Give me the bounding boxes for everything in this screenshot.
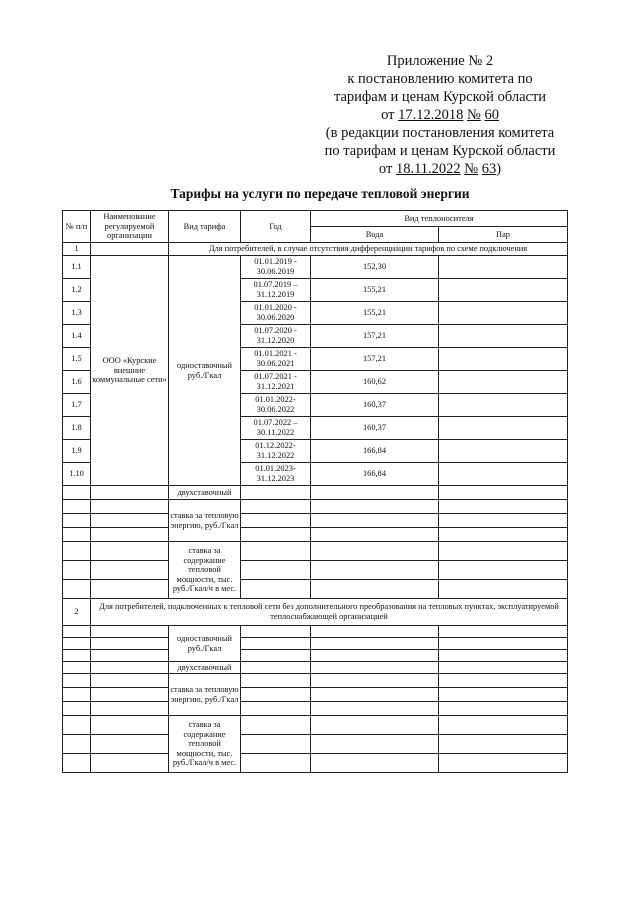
row-num: 1.4 [63, 325, 91, 348]
empty-cell [63, 561, 91, 580]
appendix-prefix: от [378, 161, 393, 177]
empty-cell [439, 735, 568, 754]
row-num: 1.7 [63, 394, 91, 417]
empty-cell [311, 561, 439, 580]
empty-cell [241, 735, 311, 754]
empty-cell [63, 735, 91, 754]
empty-cell [63, 754, 91, 773]
row-water: 160,62 [311, 371, 439, 394]
empty-cell [311, 580, 439, 599]
row-water: 157,21 [311, 325, 439, 348]
table-row [63, 662, 568, 674]
section-num: 2 [63, 599, 91, 626]
empty-cell [241, 702, 311, 716]
row-num: 1.2 [63, 279, 91, 302]
table-row [63, 702, 568, 716]
empty-cell [241, 626, 311, 638]
empty-cell [91, 735, 169, 754]
row-water: 160,37 [311, 417, 439, 440]
row-steam [439, 417, 568, 440]
row-water: 152,30 [311, 256, 439, 279]
two-part-label: двухставочный [169, 486, 241, 500]
row-num: 1.9 [63, 440, 91, 463]
empty-cell [439, 561, 568, 580]
empty-cell [311, 674, 439, 688]
empty-cell [63, 650, 91, 662]
empty-cell [241, 514, 311, 528]
row-water: 166,84 [311, 463, 439, 486]
empty-cell [91, 662, 169, 674]
row-year: 01.12.2022- 31.12.2022 [241, 440, 311, 463]
row-year: 01.01.2019 - 30.06.2019 [241, 256, 311, 279]
empty-cell [91, 650, 169, 662]
header-water: Вода [311, 227, 439, 243]
empty-cell [311, 528, 439, 542]
row-num: 1.5 [63, 348, 91, 371]
rate-energy-label: ставка за тепловую энергию, руб./Гкал [169, 500, 241, 542]
empty-cell [311, 514, 439, 528]
appendix-line [310, 160, 570, 178]
empty-cell [439, 528, 568, 542]
two-part-label: двухставочный [169, 662, 241, 674]
resolution-number: 60 [484, 107, 499, 123]
empty-cell [439, 542, 568, 561]
row-steam [439, 440, 568, 463]
table-row [63, 754, 568, 773]
empty-cell [241, 638, 311, 650]
empty-cell [241, 500, 311, 514]
empty-cell [439, 662, 568, 674]
table-row [63, 486, 568, 500]
empty-cell [91, 638, 169, 650]
table-row [63, 716, 568, 735]
section-text: Для потребителей, подключенных к тепловой сети без дополнительного преобразования на тепловых пунктах, эксплуатируемой теплоснабжающей организацией [91, 599, 568, 626]
appendix-block [310, 52, 570, 178]
appendix-line: по тарифам и ценам Курской области [324, 143, 556, 159]
empty-cell [311, 688, 439, 702]
empty-cell [241, 716, 311, 735]
empty-cell [63, 674, 91, 688]
header-year: Год [241, 211, 311, 243]
header-carrier: Вид теплоносителя [311, 211, 568, 227]
header-steam: Пар [439, 227, 568, 243]
empty-cell [91, 528, 169, 542]
empty-cell [311, 662, 439, 674]
empty-cell [311, 500, 439, 514]
section-text: Для потребителей, в случае отсутствия дифференциации тарифов по схеме подключения [169, 243, 568, 256]
empty-cell [91, 674, 169, 688]
empty-cell [91, 514, 169, 528]
empty-cell [63, 486, 91, 500]
empty-cell [63, 688, 91, 702]
row-year: 01.07.2020 - 31.12.2020 [241, 325, 311, 348]
empty-cell [439, 702, 568, 716]
row-num: 1.6 [63, 371, 91, 394]
row-steam [439, 279, 568, 302]
section-num: 1 [63, 243, 91, 256]
amendment-date: 18.11.2022 [395, 161, 461, 177]
section-row [63, 243, 568, 256]
table-row [63, 735, 568, 754]
row-year: 01.01.2023- 31.12.2023 [241, 463, 311, 486]
row-year: 01.07.2022 – 30.11.2022 [241, 417, 311, 440]
empty-cell [241, 674, 311, 688]
table-row [63, 514, 568, 528]
empty-cell [439, 486, 568, 500]
header-org: Наименование регулируемой организации [91, 211, 169, 243]
empty-cell [439, 638, 568, 650]
empty-cell [241, 561, 311, 580]
header-tariff-type: Вид тарифа [169, 211, 241, 243]
section-row [63, 599, 568, 626]
empty-cell [91, 486, 169, 500]
header-num: № п/п [63, 211, 91, 243]
table-row [63, 580, 568, 599]
table-row [63, 542, 568, 561]
header-row [63, 211, 568, 227]
empty-cell [91, 626, 169, 638]
empty-cell [311, 650, 439, 662]
empty-cell [241, 542, 311, 561]
row-water: 157,21 [311, 348, 439, 371]
tariff-table [62, 210, 568, 773]
tariff-type: одноставочный руб./Гкал [169, 626, 241, 662]
empty-cell [241, 528, 311, 542]
empty-cell [63, 716, 91, 735]
empty-cell [311, 716, 439, 735]
appendix-line: Приложение № 2 [386, 53, 494, 69]
row-year: 01.01.2022- 30.06.2022 [241, 394, 311, 417]
table-row [63, 626, 568, 638]
empty-cell [63, 528, 91, 542]
empty-cell [311, 626, 439, 638]
rate-energy-label: ставка за тепловую энергию, руб./Гкал [169, 674, 241, 716]
empty-cell [241, 662, 311, 674]
empty-cell [241, 650, 311, 662]
table-row [63, 688, 568, 702]
row-num: 1.3 [63, 302, 91, 325]
org-name: ООО «Курские внешние коммунальные сети» [91, 256, 169, 486]
empty-cell [241, 486, 311, 500]
table-row [63, 561, 568, 580]
row-steam [439, 256, 568, 279]
rate-capacity-label: ставка за содержание тепловой мощности, тыс. руб./Гкал/ч в мес. [169, 542, 241, 599]
row-steam [439, 394, 568, 417]
empty-cell [311, 735, 439, 754]
row-year: 01.07.2021 - 31.12.2021 [241, 371, 311, 394]
empty-cell [311, 542, 439, 561]
row-year: 01.07.2019 – 31.12.2019 [241, 279, 311, 302]
appendix-line: тарифам и ценам Курской области [333, 89, 547, 105]
row-steam [439, 463, 568, 486]
empty-cell [91, 243, 169, 256]
row-water: 155,21 [311, 279, 439, 302]
rate-capacity-label: ставка за содержание тепловой мощности, тыс. руб./Гкал/ч в мес. [169, 716, 241, 773]
row-water: 155,21 [311, 302, 439, 325]
empty-cell [439, 688, 568, 702]
row-year: 01.01.2021 - 30.06.2021 [241, 348, 311, 371]
empty-cell [241, 754, 311, 773]
empty-cell [439, 650, 568, 662]
empty-cell [311, 702, 439, 716]
empty-cell [91, 500, 169, 514]
empty-cell [63, 514, 91, 528]
appendix-line: (в редакции постановления комитета [325, 125, 555, 141]
empty-cell [91, 688, 169, 702]
empty-cell [91, 702, 169, 716]
empty-cell [439, 514, 568, 528]
row-water: 160,37 [311, 394, 439, 417]
empty-cell [91, 542, 169, 561]
empty-cell [63, 626, 91, 638]
appendix-prefix: от [381, 107, 395, 123]
table-row [63, 674, 568, 688]
number-sign: № [466, 107, 481, 123]
empty-cell [63, 638, 91, 650]
empty-cell [311, 754, 439, 773]
empty-cell [439, 500, 568, 514]
empty-cell [63, 580, 91, 599]
empty-cell [91, 580, 169, 599]
empty-cell [241, 580, 311, 599]
appendix-line [310, 106, 570, 124]
empty-cell [439, 674, 568, 688]
table-row [63, 650, 568, 662]
row-steam [439, 371, 568, 394]
row-num: 1.8 [63, 417, 91, 440]
empty-cell [63, 662, 91, 674]
appendix-line: к постановлению комитета по [347, 71, 533, 87]
table-row [63, 500, 568, 514]
number-sign: № [464, 161, 479, 177]
empty-cell [63, 500, 91, 514]
row-steam [439, 302, 568, 325]
closing-paren: ) [496, 161, 502, 177]
empty-cell [241, 688, 311, 702]
empty-cell [311, 638, 439, 650]
empty-cell [439, 626, 568, 638]
page-title: Тарифы на услуги по передаче тепловой энергии [170, 186, 470, 201]
empty-cell [439, 716, 568, 735]
table-row [63, 528, 568, 542]
empty-cell [91, 561, 169, 580]
row-year: 01.01.2020 - 30.06.2020 [241, 302, 311, 325]
row-steam [439, 348, 568, 371]
table-row [63, 638, 568, 650]
empty-cell [439, 580, 568, 599]
row-num: 1.10 [63, 463, 91, 486]
amendment-number: 63 [481, 161, 497, 177]
resolution-date: 17.12.2018 [398, 107, 464, 123]
tariff-type: одноставочный руб./Гкал [169, 256, 241, 486]
empty-cell [63, 542, 91, 561]
empty-cell [91, 716, 169, 735]
row-water: 166,84 [311, 440, 439, 463]
table-row [63, 256, 568, 279]
empty-cell [311, 486, 439, 500]
empty-cell [439, 754, 568, 773]
row-num: 1.1 [63, 256, 91, 279]
empty-cell [91, 754, 169, 773]
row-steam [439, 325, 568, 348]
empty-cell [63, 702, 91, 716]
